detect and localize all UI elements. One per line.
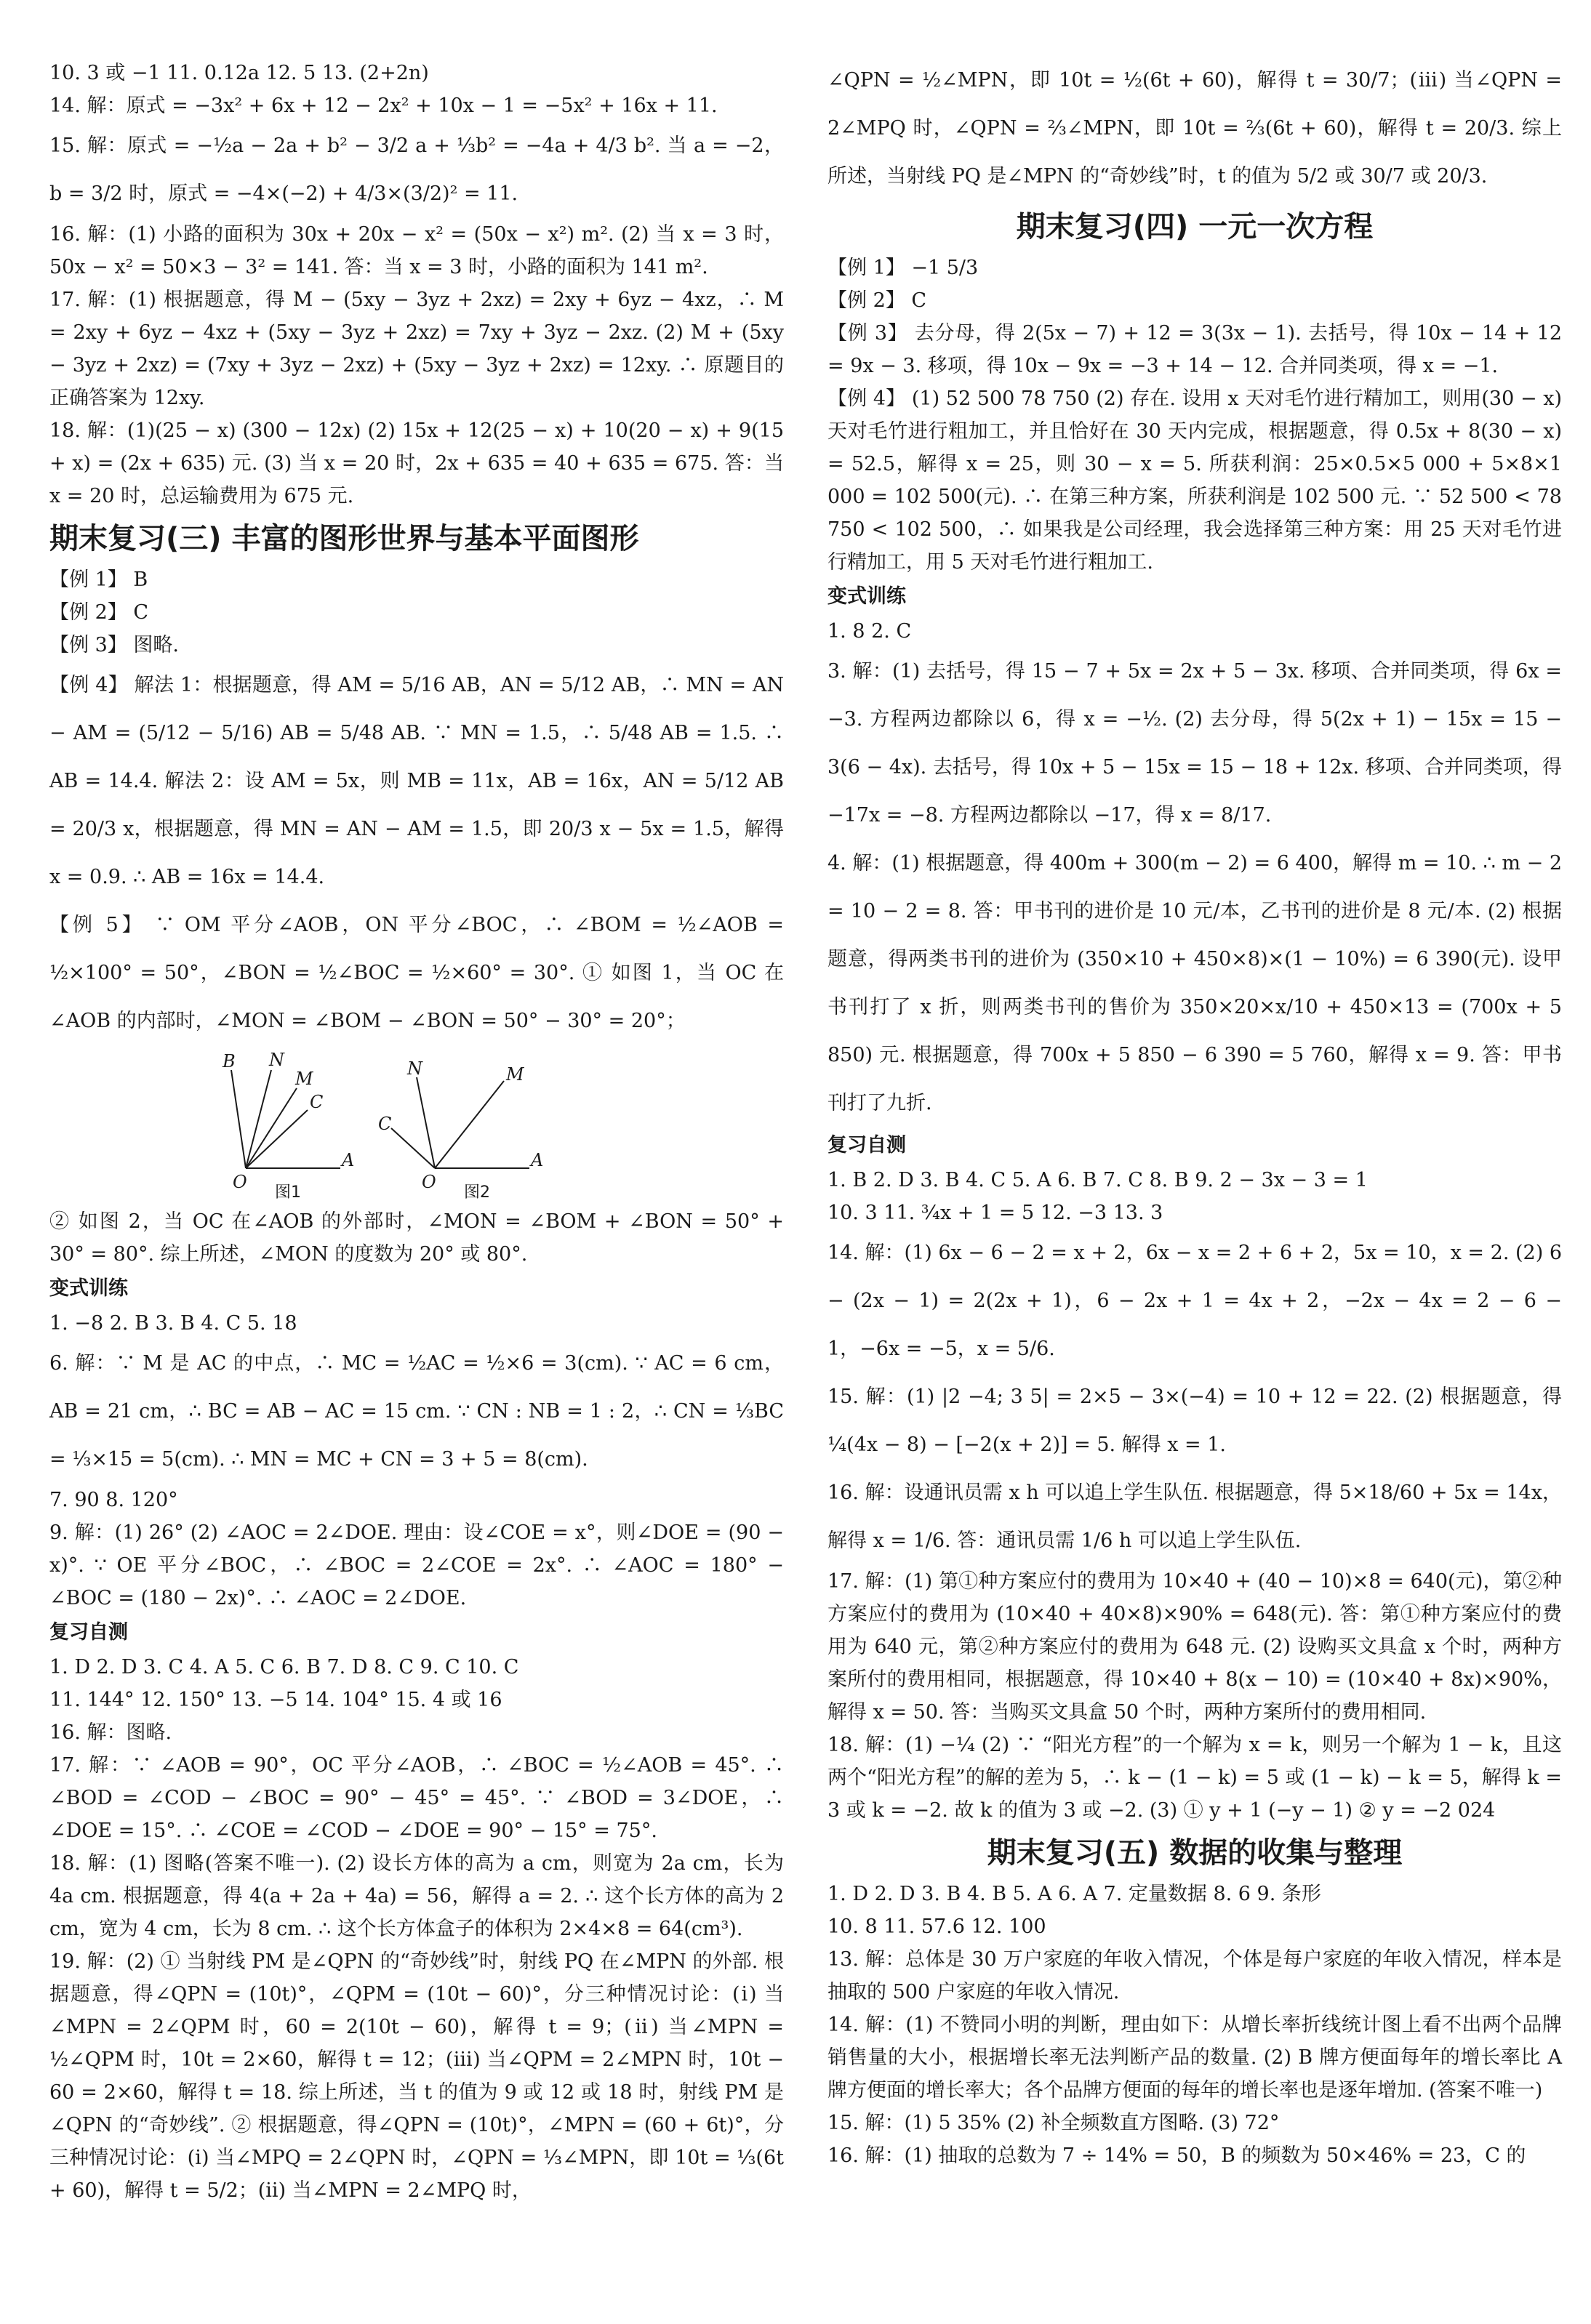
example-1: 【例 1】 −1 5/3 [827,257,979,279]
answer-16: 16. 解：(1) 小路的面积为 30x + 20x − x² = (50x − x²) m². (2) 当 x = 3 时，50x − x² = 50×3 − 3² = 141. 答：当 x = 3 时，小路的面积为 141 m². [49,223,784,278]
variation-6: 6. 解：∵ M 是 AC 的中点，∴ MC = ½AC = ½×6 = 3(cm). ∵ AC = 6 cm，AB = 21 cm，∴ BC = AB − AC = 15 cm. ∵ CN : NB = 1 : 2，∴ CN = ⅓BC = ⅓×15 = 5(cm). ∴ MN = MC + CN = 3 + 5 = 8(cm). [49,1352,784,1471]
self-test-18: 18. 解：(1) −¼ (2) ∵ “阳光方程”的一个解为 x = k，则另一个解为 1 − k，且这两个“阳光方程”的解的差为 5，∴ k − (1 − k) = 5 或 (1 − k) − k = 5，解得 k = 3 或 k = −2. 故 k 的值为 3 或 −2. (3) ① y + 1 (−y − 1) ② y = −2 024 [827,1734,1562,1822]
variation-1: 1. 8 2. C [827,620,912,643]
section-title-5: 期末复习(五) 数据的收集与整理 [987,1836,1403,1870]
fig1-label-o: O [233,1172,247,1192]
self-test-1: 1. D 2. D 3. C 4. A 5. C 6. B 7. D 8. C 9. C 10. C [49,1656,519,1678]
example-1: 【例 1】 B [49,568,148,591]
self-test-19: 19. 解：(2) ① 当射线 PM 是∠QPN 的“奇妙线”时，射线 PQ 在∠MPN 的外部. 根据题意，得∠QPN = (10t)°，∠QPM = (10t − 60)°，分三种情况讨论：(ⅰ) 当∠MPN = 2∠QPM 时，60 = 2(10t − 60)，解得 t = 9；(ⅱ) 当∠MPN = ½∠QPM 时，10t = 2×60，解得 t = 12；(ⅲ) 当∠QPM = 2∠MPN 时，10t − 60 = 2×60，解得 t = 18. 综上所述，当 t 的值为 9 或 12 或 18 时，射线 PM 是∠QPN 的“奇妙线”. ② 根据题意，得∠QPN = (10t)°，∠MPN = (60 + 6t)°，分三种情况讨论：(ⅰ) 当∠MPQ = 2∠QPN 时，∠QPN = ⅓∠MPN，即 10t = ⅓(6t + 60)，解得 t = 5/2；(ⅱ) 当∠MPN = 2∠MPQ 时， [49,1950,784,2202]
section-title-4: 期末复习(四) 一元一次方程 [1016,210,1374,244]
self-test-15: 15. 解：(1) |2 −4; 3 5| = 2×5 − 3×(−4) = 10 + 12 = 22. (2) 根据题意，得 ¼(4x − 8) − [−2(x + 2)] = 5. 解得 x = 1. [827,1386,1562,1456]
stats-14: 14. 解：(1) 不赞同小明的判断，理由如下：从增长率折线统计图上看不出两个品牌销售量的大小，根据增长率无法判断产品的数量. (2) B 牌方便面每年的增长率比 A 牌方便面的增长率大；各个品牌方便面的每年的增长率也是逐年增加. (答案不唯一) [827,2014,1562,2102]
stats-1: 1. D 2. D 3. B 4. B 5. A 6. A 7. 定量数据 8. 6 9. 条形 [827,1883,1321,1905]
variation-3: 3. 解：(1) 去括号，得 15 − 7 + 5x = 2x + 5 − 3x. 移项、合并同类项，得 6x = −3. 方程两边都除以 6，得 x = −½. (2) 去分母，得 5(2x + 1) − 15x = 15 − 3(6 − 4x). 去括号，得 10x + 5 − 15x = 15 − 18 + 12x. 移项、合并同类项，得 −17x = −8. 方程两边都除以 −17，得 x = 8/17. [827,660,1562,827]
example-2: 【例 2】 C [827,289,927,312]
figure-1 [231,1070,340,1168]
angle-figures [49,1048,784,1201]
continued-19: ∠QPN = ½∠MPN，即 10t = ½(6t + 60)，解得 t = 30/7；(ⅲ) 当∠QPN = 2∠MPQ 时，∠QPN = ⅔∠MPN，即 10t = ⅔(6t + 60)，解得 t = 20/3. 综上所述，当射线 PQ 是∠MPN 的“奇妙线”时，t 的值为 5/2 或 30/7 或 20/3. [827,69,1562,188]
example-4: 【例 4】 解法 1：根据题意，得 AM = 5/16 AB，AN = 5/12 AB，∴ MN = AN − AM = (5/12 − 5/16) AB = 5/48 AB. ∵ MN = 1.5，∴ 5/48 AB = 1.5. ∴ AB = 14.4. 解法 2：设 AM = 5x，则 MB = 11x，AB = 16x，AN = 5/12 AB = 20/3 x，根据题意，得 MN = AN − AM = 1.5，即 20/3 x − 5x = 1.5，解得 x = 0.9. ∴ AB = 16x = 14.4. [49,674,784,888]
example-3: 【例 3】 图略. [49,634,179,656]
answer-14: 14. 解：原式 = −3x² + 6x + 12 − 2x² + 10x − 1 = −5x² + 16x + 11. [49,95,718,117]
variation-9: 9. 解：(1) 26° (2) ∠AOC = 2∠DOE. 理由：设∠COE = x°，则∠DOE = (90 − x)°. ∵ OE 平分∠BOC，∴ ∠BOC = 2∠COE = 2x°. ∴ ∠AOC = 180° − ∠BOC = (180 − 2x)°. ∴ ∠AOC = 2∠DOE. [49,1521,784,1609]
self-test-17: 17. 解：∵ ∠AOB = 90°，OC 平分∠AOB，∴ ∠BOC = ½∠AOB = 45°. ∴ ∠BOD = ∠COD − ∠BOC = 90° − 45° = 45°. ∵ ∠BOD = 3∠DOE，∴ ∠DOE = 15°. ∴ ∠COE = ∠COD − ∠DOE = 90° − 15° = 75°. [49,1754,784,1842]
fig2-label-n: N [407,1058,422,1079]
left-column [49,57,784,2207]
example-3: 【例 3】 去分母，得 2(5x − 7) + 12 = 3(3x − 1). 去括号，得 10x − 14 + 12 = 9x − 3. 移项，得 10x − 9x = −3 + 14 − 12. 合并同类项，得 x = −1. [827,322,1562,377]
fig2-label-c: C [378,1114,392,1134]
example-4: 【例 4】 (1) 52 500 78 750 (2) 存在. 设用 x 天对毛竹进行精加工，则用(30 − x)天对毛竹进行粗加工，并且恰好在 30 天内完成，根据题意，得 0.5x + 8(30 − x) = 52.5，解得 x = 25，则 30 − x = 5. 所获利润：25×0.5×5 000 + 5×8×1 000 = 102 500(元). ∴ 在第三种方案，所获利润是 102 500 元. ∵ 52 500 < 78 750 < 102 500，∴ 如果我是公司经理，我会选择第三种方案：用 25 天对毛竹进行精加工，用 5 天对毛竹进行粗加工. [827,387,1562,574]
self-test-title: 复习自测 [49,1621,128,1644]
self-test-16: 16. 解：图略. [49,1721,172,1744]
self-test-18: 18. 解：(1) 图略(答案不唯一). (2) 设长方体的高为 a cm，则宽为 2a cm，长为 4a cm. 根据题意，得 4(a + 2a + 4a) = 56，解得 a = 2. ∴ 这个长方体的高为 2 cm，宽为 4 cm，长为 8 cm. ∴ 这个长方体盒子的体积为 2×4×8 = 64(cm³). [49,1852,784,1940]
fig1-label-a: A [342,1150,355,1170]
example-5: 【例 5】 ∵ OM 平分∠AOB，ON 平分∠BOC，∴ ∠BOM = ½∠AOB = ½×100° = 50°，∠BON = ½∠BOC = ½×60° = 30°. ① 如图 1，当 OC 在∠AOB 的内部时，∠MON = ∠BOM − ∠BON = 50° − 30° = 20°； [49,914,784,1032]
figure-1-caption: 图1 [275,1183,301,1201]
self-test-14: 14. 解：(1) 6x − 6 − 2 = x + 2，6x − x = 2 + 6 + 2，5x = 10，x = 2. (2) 6 − (2x − 1) = 2(2x + 1)，6 − 2x + 1 = 4x + 2，−2x − 4x = 2 − 6 − 1，−6x = −5，x = 5/6. [827,1242,1562,1360]
section-title-3: 期末复习(三) 丰富的图形世界与基本平面图形 [49,522,639,555]
figure-2 [391,1077,529,1168]
answer-17: 17. 解：(1) 根据题意，得 M − (5xy − 3yz + 2xz) = 2xy + 6yz − 4xz，∴ M = 2xy + 6yz − 4xz + (5xy − 3yz + 2xz) = 7xy + 3yz − 2xz. (2) M + (5xy − 3yz + 2xz) = (7xy + 3yz − 2xz) + (5xy − 3yz + 2xz) = 12xy. ∴ 原题目的正确答案为 12xy. [49,289,784,409]
fig1-label-c: C [310,1092,324,1112]
stats-13: 13. 解：总体是 30 万户家庭的年收入情况，个体是每户家庭的年收入情况，样本是抽取的 500 户家庭的年收入情况. [827,1948,1562,2003]
fig1-label-b: B [223,1051,236,1071]
variation-training-title: 变式训练 [827,585,906,608]
variation-1: 1. −8 2. B 3. B 4. C 5. 18 [49,1312,297,1335]
self-test-title: 复习自测 [827,1134,906,1157]
stats-15: 15. 解：(1) 5 35% (2) 补全频数直方图略. (3) 72° [827,2112,1280,2134]
self-test-17: 17. 解：(1) 第①种方案应付的费用为 10×40 + (40 − 10)×8 = 640(元)，第②种方案应付的费用为 (10×40 + 40×8)×90% = 648(元). 答：第①种方案应付的费用为 640 元，第②种方案应付的费用为 648 元. (2) 设购买文具盒 x 个时，两种方案所付的费用相同，根据题意，得 10×40 + 8(x − 10) = (10×40 + 8x)×90%，解得 x = 50. 答：当购买文具盒 50 个时，两种方案所付的费用相同. [827,1570,1562,1724]
answer-18: 18. 解：(1)(25 − x) (300 − 12x) (2) 15x + 12(25 − x) + 10(20 − x) + 9(15 + x) = (2x + 635) 元. (3) 当 x = 20 时，2x + 635 = 40 + 635 = 675. 答：当 x = 20 时，总运输费用为 675 元. [49,419,784,507]
example-2: 【例 2】 C [49,601,149,624]
stats-16: 16. 解：(1) 抽取的总数为 7 ÷ 14% = 50，B 的频数为 50×46% = 23，C 的 [827,2144,1526,2167]
variation-7: 7. 90 8. 120° [49,1489,178,1511]
angle-diagram [217,1048,566,1201]
fig2-label-a: A [531,1150,544,1170]
self-test-10: 10. 3 11. ¾x + 1 = 5 12. −3 13. 3 [827,1202,1163,1224]
variation-training-title: 变式训练 [49,1277,128,1300]
fig2-label-m: M [506,1064,524,1085]
fig1-label-n: N [269,1050,284,1070]
right-column [827,57,1562,2172]
figure-2-caption: 图2 [464,1183,490,1201]
answer-line: 10. 3 或 −1 11. 0.12a 12. 5 13. (2+2n) [49,62,429,84]
self-test-11: 11. 144° 12. 150° 13. −5 14. 104° 15. 4 或 16 [49,1689,502,1711]
answer-15: 15. 解：原式 = −½a − 2a + b² − 3/2 a + ⅓b² = −4a + 4/3 b². 当 a = −2，b = 3/2 时，原式 = −4×(−2) + 4/3×(3/2)² = 11. [49,134,784,205]
fig2-label-o: O [422,1172,436,1192]
stats-10: 10. 8 11. 57.6 12. 100 [827,1915,1046,1938]
variation-4: 4. 解：(1) 根据题意，得 400m + 300(m − 2) = 6 400，解得 m = 10. ∴ m − 2 = 10 − 2 = 8. 答：甲书刊的进价是 10 元/本，乙书刊的进价是 8 元/本. (2) 根据题意，得两类书刊的进价为 (350×10 + 450×8)×(1 − 10%) = 6 390(元). 设甲书刊打了 x 折，则两类书刊的售价为 350×20×x/10 + 450×13 = (700x + 5 850) 元. 根据题意，得 700x + 5 850 − 6 390 = 5 760，解得 x = 9. 答：甲书刊打了九折. [827,852,1562,1114]
example-5-part2: ② 如图 2，当 OC 在∠AOB 的外部时，∠MON = ∠BOM + ∠BON = 50° + 30° = 80°. 综上所述，∠MON 的度数为 20° 或 80°. [49,1210,784,1266]
fig1-label-m: M [295,1069,313,1089]
self-test-16: 16. 解：设通讯员需 x h 可以追上学生队伍. 根据题意，得 5×18/60 + 5x = 14x，解得 x = 1/6. 答：通讯员需 1/6 h 可以追上学生队伍. [827,1481,1562,1552]
self-test-1: 1. B 2. D 3. B 4. C 5. A 6. B 7. C 8. B 9. 2 − 3x − 3 = 1 [827,1169,1368,1191]
